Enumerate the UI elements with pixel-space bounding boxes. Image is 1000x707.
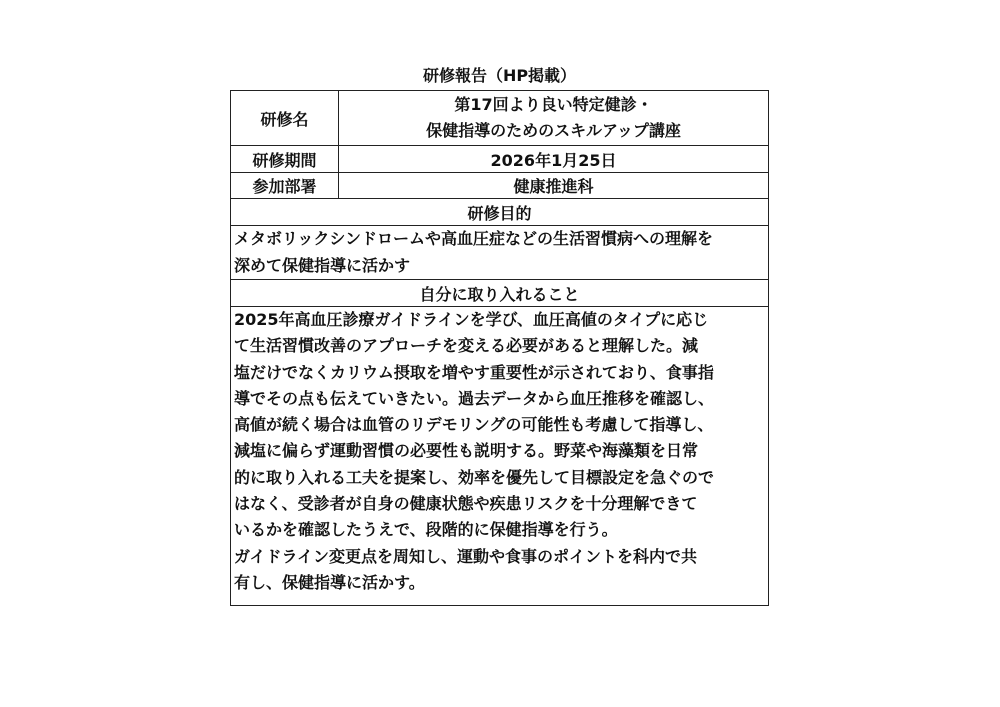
- training-name-line-2: 保健指導のためのスキルアップ講座: [426, 121, 681, 140]
- training-period-label: 研修期間: [231, 146, 339, 172]
- purpose-line: 深めて保健指導に活かす: [234, 255, 411, 275]
- learnings-line: 減塩に偏らず運動習慣の必要性も説明する。野菜や海藻類を日常: [234, 441, 699, 461]
- learnings-line: 的に取り入れる工夫を提案し、効率を優先して目標設定を急ぐので: [234, 467, 715, 487]
- learnings-line: いるかを確認したうえで、段階的に保健指導を行う。: [234, 520, 618, 540]
- learnings-line: 導でその点も伝えていきたい。過去データから血圧推移を確認し、: [234, 388, 715, 408]
- report-table: [230, 90, 769, 606]
- page-title: 研修報告（HP掲載）: [422, 66, 577, 85]
- learnings-line: 塩だけでなくカリウム摂取を増やす重要性が示されており、食事指: [234, 362, 714, 382]
- department-label: 参加部署: [231, 173, 339, 198]
- purpose-heading: 研修目的: [231, 199, 768, 226]
- department-row: [231, 173, 768, 199]
- learnings-line: はなく、受診者が自身の健康状態や疾患リスクを十分理解できて: [234, 494, 698, 514]
- training-name-value: [339, 91, 768, 145]
- learnings-line: て生活習慣改善のアプローチを変える必要があると理解した。減: [234, 336, 699, 356]
- learnings-line: 有し、保健指導に活かす。: [234, 572, 425, 592]
- purpose-body: [231, 226, 768, 280]
- purpose-line: メタボリックシンドロームや高血圧症などの生活習慣病への理解を: [234, 229, 713, 248]
- department-value: 健康推進科: [513, 177, 594, 196]
- learnings-line: 2025年高血圧診療ガイドラインを学び、血圧高値のタイプに応じ: [234, 310, 709, 329]
- learnings-body: [231, 307, 768, 605]
- training-period-value: 2026年1月25日: [490, 150, 617, 170]
- training-name-line-1: 第17回より良い特定健診・: [454, 95, 653, 114]
- learnings-heading: 自分に取り入れること: [231, 280, 768, 307]
- learnings-line: ガイドライン変更点を周知し、運動や食事のポイントを科内で共: [234, 546, 698, 566]
- training-name-row: [231, 91, 768, 146]
- training-name-label: 研修名: [231, 91, 339, 145]
- training-period-row: [231, 146, 768, 173]
- learnings-line: 高値が続く場合は血管のリデモリングの可能性も考慮して指導し、: [234, 415, 714, 435]
